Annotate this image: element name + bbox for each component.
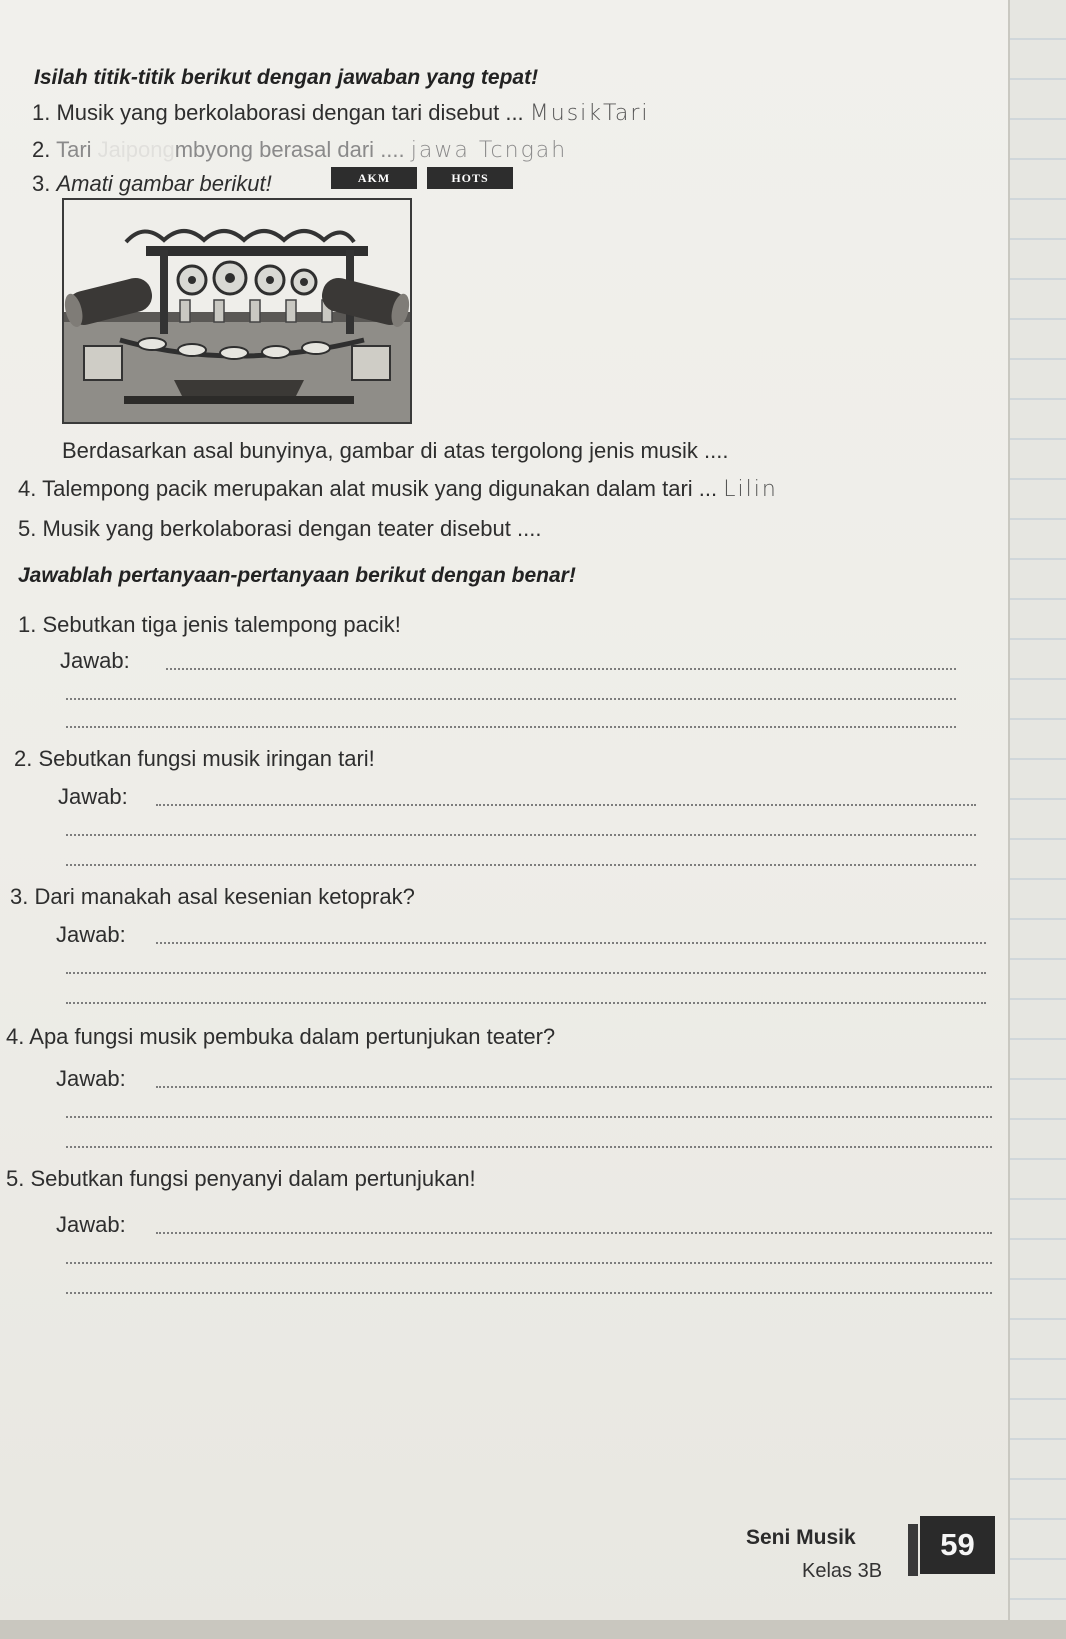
fill-item-5 bbox=[18, 516, 541, 542]
item-text-end: mbyong berasal dari bbox=[174, 137, 375, 162]
page-number: 59 bbox=[920, 1516, 995, 1574]
item-text: Amati gambar berikut! bbox=[56, 171, 272, 196]
item-number: 5. bbox=[18, 516, 37, 541]
notebook-background bbox=[1008, 0, 1066, 1639]
hots-badge: HOTS bbox=[427, 167, 513, 189]
item-text: Sebutkan fungsi penyanyi dalam pertunjukan! bbox=[30, 1166, 476, 1191]
gamelan-illustration bbox=[62, 198, 412, 424]
item-blank: .... bbox=[380, 137, 405, 162]
answer-label: Jawab: bbox=[56, 1066, 126, 1091]
item-text: Apa fungsi musik pembuka dalam pertunjukan teater? bbox=[29, 1024, 556, 1049]
item-text: Talempong pacik merupakan alat musik yang digunakan dalam tari bbox=[42, 476, 693, 501]
item-number: 5. bbox=[6, 1166, 25, 1191]
essay-question-2 bbox=[14, 746, 375, 772]
answer-line bbox=[66, 726, 956, 728]
fill-item-4 bbox=[18, 476, 778, 502]
handwritten-answer: Lilin bbox=[723, 477, 778, 502]
answer-line bbox=[166, 668, 956, 670]
answer-line bbox=[66, 1116, 992, 1118]
answer-label: Jawab: bbox=[56, 1212, 126, 1237]
handwritten-answer: jawa Tcngah bbox=[410, 138, 568, 163]
answer-line bbox=[66, 1002, 986, 1004]
answer-line bbox=[66, 1146, 992, 1148]
answer-label: Jawab: bbox=[58, 784, 128, 809]
essay-question-3 bbox=[10, 884, 415, 910]
item-text: Sebutkan fungsi musik iringan tari! bbox=[38, 746, 375, 771]
item-text: Dari manakah asal kesenian ketoprak? bbox=[34, 884, 415, 909]
fill-item-1 bbox=[32, 100, 649, 126]
item-number: 2. bbox=[32, 137, 51, 162]
handwritten-answer: MusikTari bbox=[529, 101, 650, 126]
answer-label: Jawab: bbox=[60, 648, 130, 673]
item-text: Berdasarkan asal bunyinya, gambar di atas tergolong jenis musik bbox=[62, 438, 698, 463]
answer-line bbox=[156, 804, 976, 806]
item-blank: ... bbox=[505, 100, 524, 125]
fill-item-3-question bbox=[62, 438, 728, 464]
essay-question-4 bbox=[6, 1024, 555, 1050]
answer-line bbox=[66, 1292, 992, 1294]
item-number: 1. bbox=[32, 100, 51, 125]
answer-line bbox=[66, 864, 976, 866]
item-text-start: Tari bbox=[56, 137, 92, 162]
footer-class: Kelas 3B bbox=[802, 1560, 883, 1582]
item-number: 3. bbox=[10, 884, 29, 909]
item-number: 1. bbox=[18, 612, 37, 637]
gamelan-drawing bbox=[64, 200, 410, 422]
answer-line bbox=[156, 942, 986, 944]
item-blank: .... bbox=[517, 516, 542, 541]
akm-badge: AKM bbox=[331, 167, 417, 189]
section1-instruction: Isilah titik-titik berikut dengan jawaban yang tepat! bbox=[34, 66, 539, 89]
item-text: Sebutkan tiga jenis talempong pacik! bbox=[42, 612, 401, 637]
item-number: 2. bbox=[14, 746, 33, 771]
answer-label: Jawab: bbox=[56, 922, 126, 947]
page-tab-decoration bbox=[908, 1524, 918, 1576]
fill-item-2 bbox=[32, 137, 567, 163]
answer-line bbox=[156, 1086, 992, 1088]
item-text-faded: Jaipong bbox=[91, 137, 175, 162]
answer-line bbox=[66, 834, 976, 836]
item-text: Musik yang berkolaborasi dengan tari disebut bbox=[56, 100, 500, 125]
item-number: 3. bbox=[32, 171, 51, 196]
essay-question-1 bbox=[18, 612, 401, 638]
fill-item-3 bbox=[32, 171, 272, 197]
item-number: 4. bbox=[18, 476, 37, 501]
item-number: 4. bbox=[6, 1024, 25, 1049]
essay-question-5 bbox=[6, 1166, 476, 1192]
answer-line bbox=[66, 972, 986, 974]
answer-line bbox=[156, 1232, 992, 1234]
item-blank: .... bbox=[704, 438, 729, 463]
table-surface bbox=[0, 1620, 1066, 1639]
section2-instruction: Jawablah pertanyaan-pertanyaan berikut dengan benar! bbox=[18, 564, 576, 587]
footer-subject: Seni Musik bbox=[746, 1526, 856, 1549]
item-blank: ... bbox=[698, 476, 718, 501]
item-text: Musik yang berkolaborasi dengan teater disebut bbox=[42, 516, 511, 541]
answer-line bbox=[66, 698, 956, 700]
answer-line bbox=[66, 1262, 992, 1264]
